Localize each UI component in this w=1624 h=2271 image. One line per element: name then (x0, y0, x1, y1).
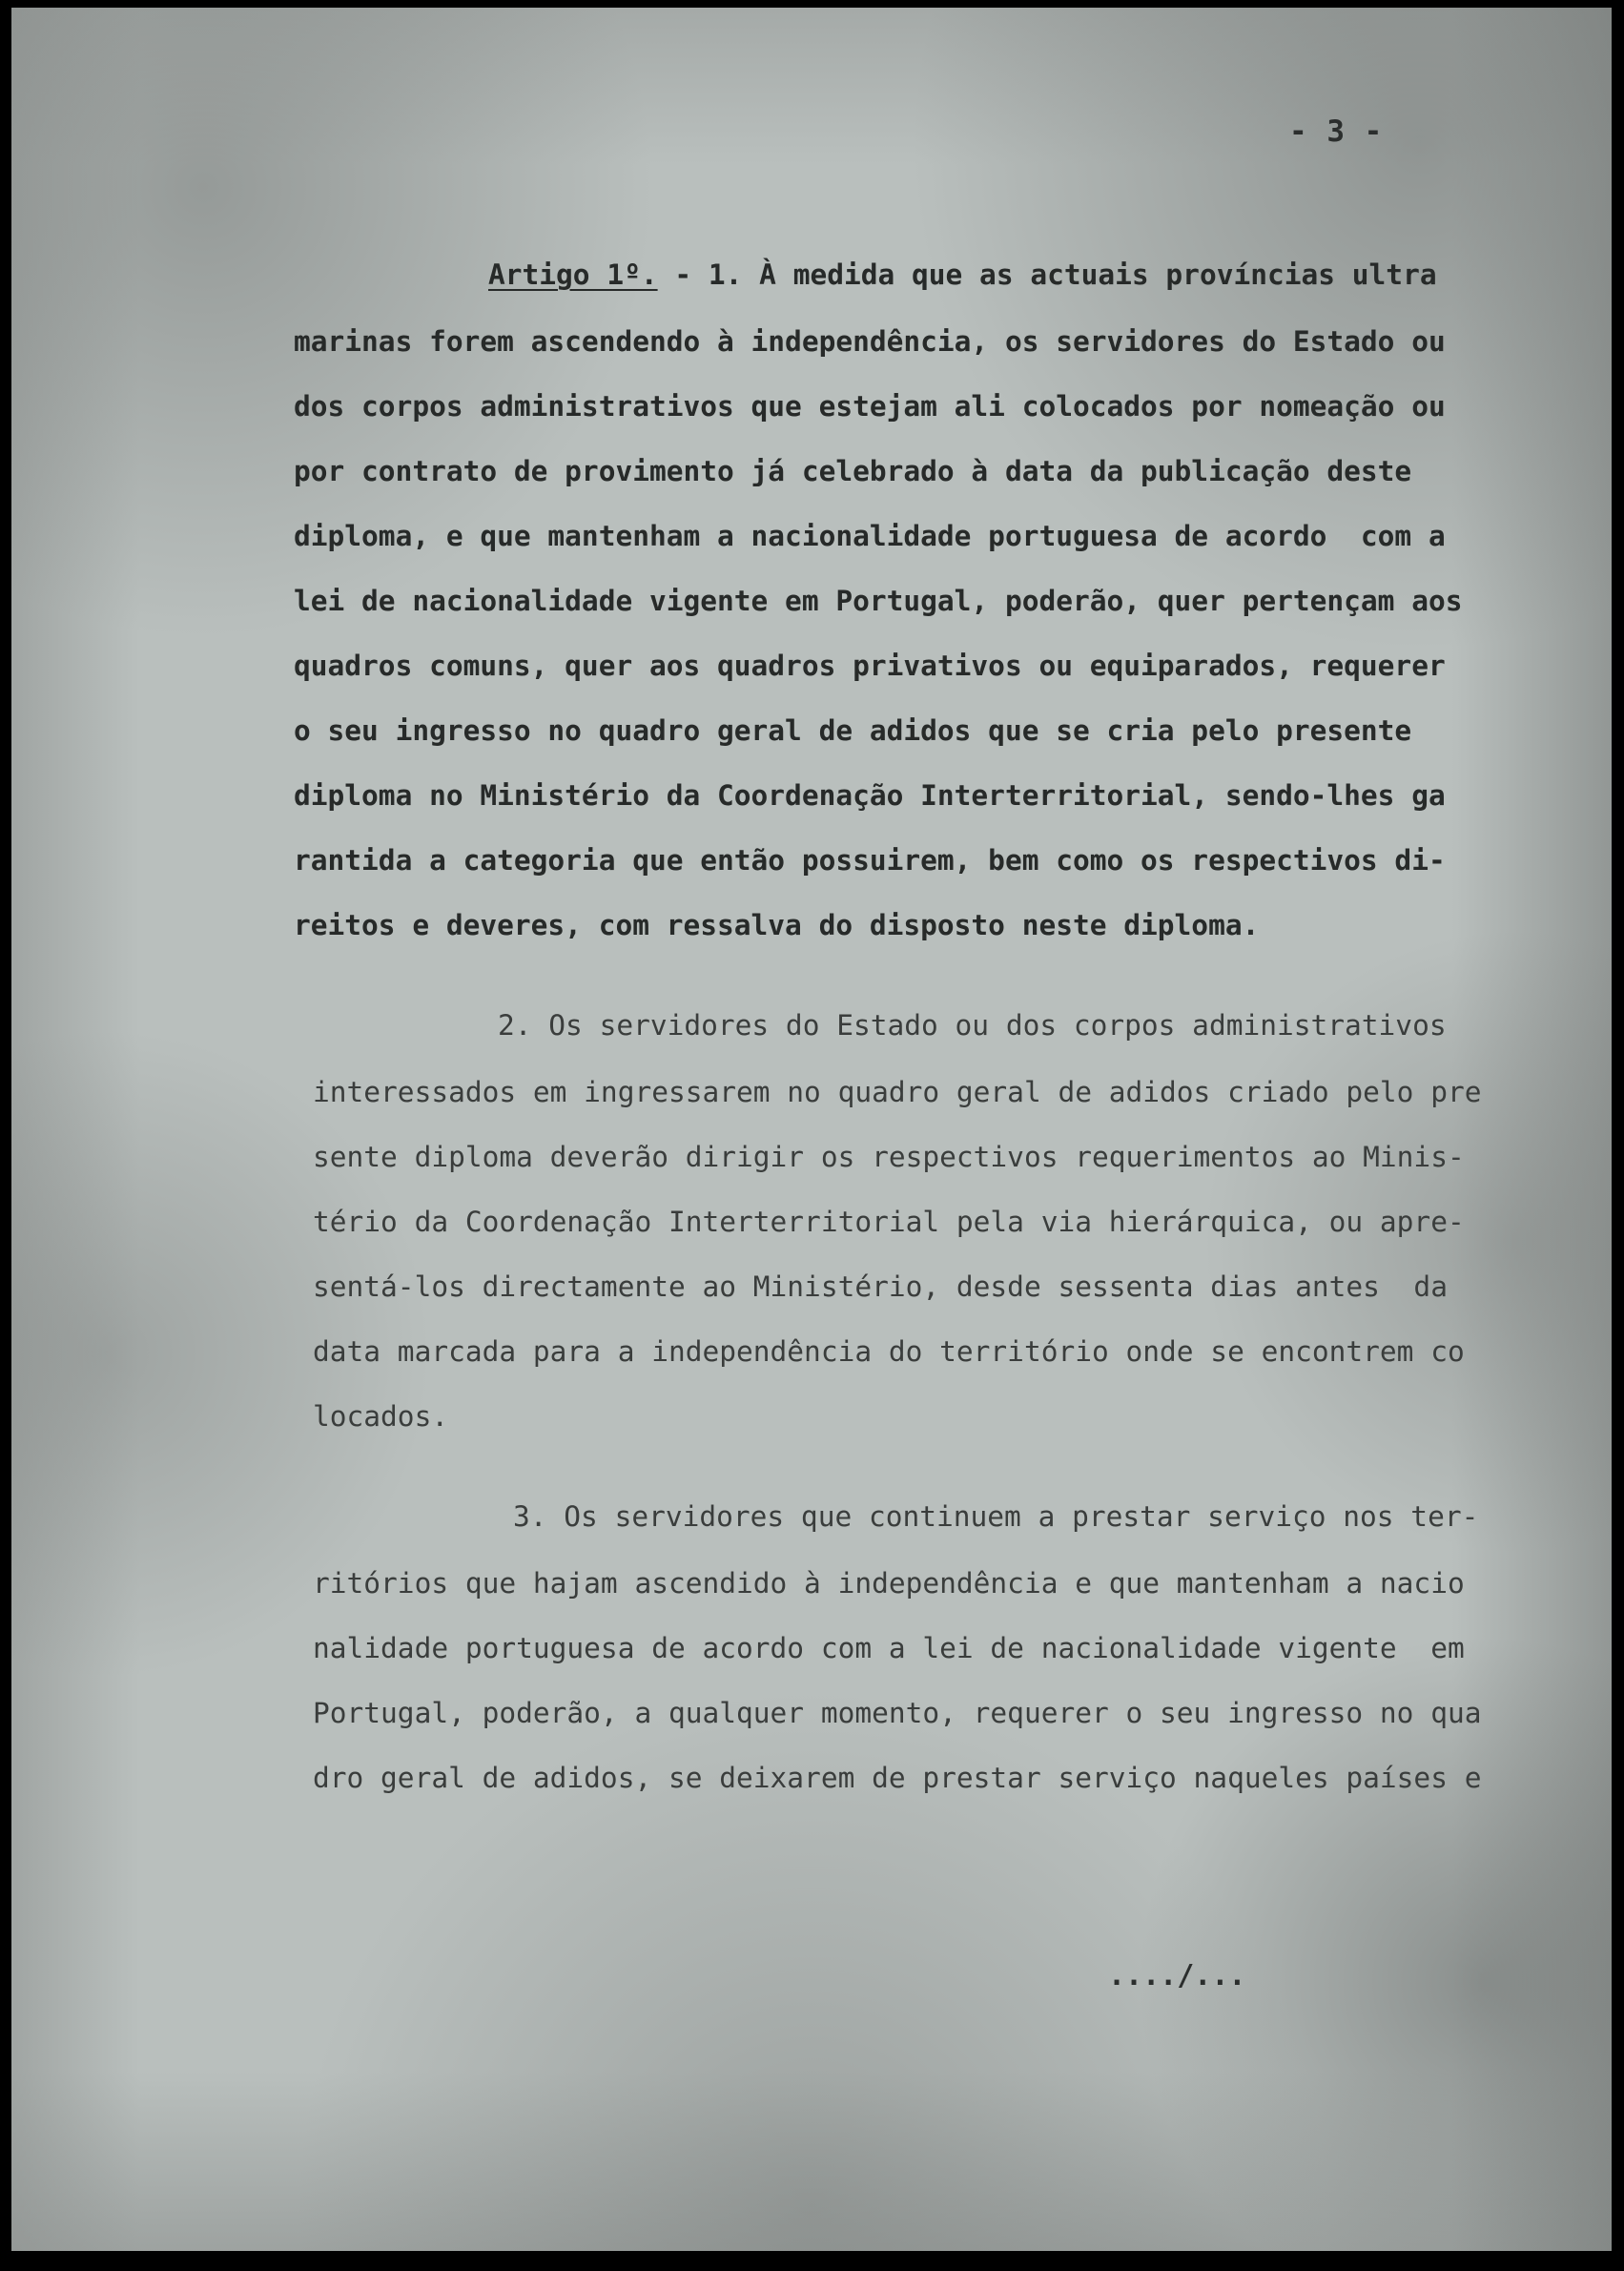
text-line: data marcada para a independência do território onde se encontrem co (313, 1335, 1465, 1368)
continuation-mark: ..../... (1108, 1959, 1246, 1992)
text-line: 3. Os servidores que continuem a prestar serviço nos ter- (513, 1500, 1479, 1533)
article-heading: Artigo 1º. (488, 258, 658, 291)
text-line: lei de nacionalidade vigente em Portugal, poderão, quer pertençam aos (294, 585, 1463, 617)
text-line: diploma, e que mantenham a nacionalidade portuguesa de acordo com a (294, 520, 1446, 552)
text-line: diploma no Ministério da Coordenação Interterritorial, sendo-lhes ga (294, 779, 1446, 812)
text-line: Portugal, poderão, a qualquer momento, requerer o seu ingresso no qua (313, 1697, 1482, 1729)
text-line: nalidade portuguesa de acordo com a lei de nacionalidade vigente em (313, 1632, 1465, 1664)
text-line: sente diploma deverão dirigir os respectivos requerimentos ao Minis- (313, 1141, 1465, 1173)
text-line: locados. (313, 1400, 449, 1433)
text-line: rantida a categoria que então possuirem, bem como os respectivos di- (294, 844, 1446, 877)
text-line: reitos e deveres, com ressalva do disposto neste diploma. (294, 909, 1260, 941)
article-first-line-text: - 1. À medida que as actuais províncias ultra (657, 258, 1437, 291)
text-line: 2. Os servidores do Estado ou dos corpos administrativos (498, 1009, 1447, 1042)
text-line: quadros comuns, quer aos quadros privativos ou equiparados, requerer (294, 650, 1446, 682)
text-line: o seu ingresso no quadro geral de adidos que se cria pelo presente (294, 714, 1412, 747)
article-first-line (488, 258, 1437, 291)
text-line: marinas forem ascendendo à independência, os servidores do Estado ou (294, 325, 1446, 358)
text-line: sentá-los directamente ao Ministério, desde sessenta dias antes da (313, 1270, 1448, 1303)
text-line: por contrato de provimento já celebrado à data da publicação deste (294, 455, 1412, 487)
text-line: ritórios que hajam ascendido à independência e que mantenham a nacio (313, 1567, 1465, 1600)
page-number: - 3 - (1289, 114, 1384, 149)
text-line: dos corpos administrativos que estejam ali colocados por nomeação ou (294, 390, 1446, 423)
text-line: interessados em ingressarem no quadro geral de adidos criado pelo pre (313, 1076, 1482, 1108)
text-line: tério da Coordenação Interterritorial pela via hierárquica, ou apre- (313, 1206, 1465, 1238)
text-line: dro geral de adidos, se deixarem de prestar serviço naqueles países e (313, 1762, 1482, 1794)
document-page (11, 8, 1612, 2251)
